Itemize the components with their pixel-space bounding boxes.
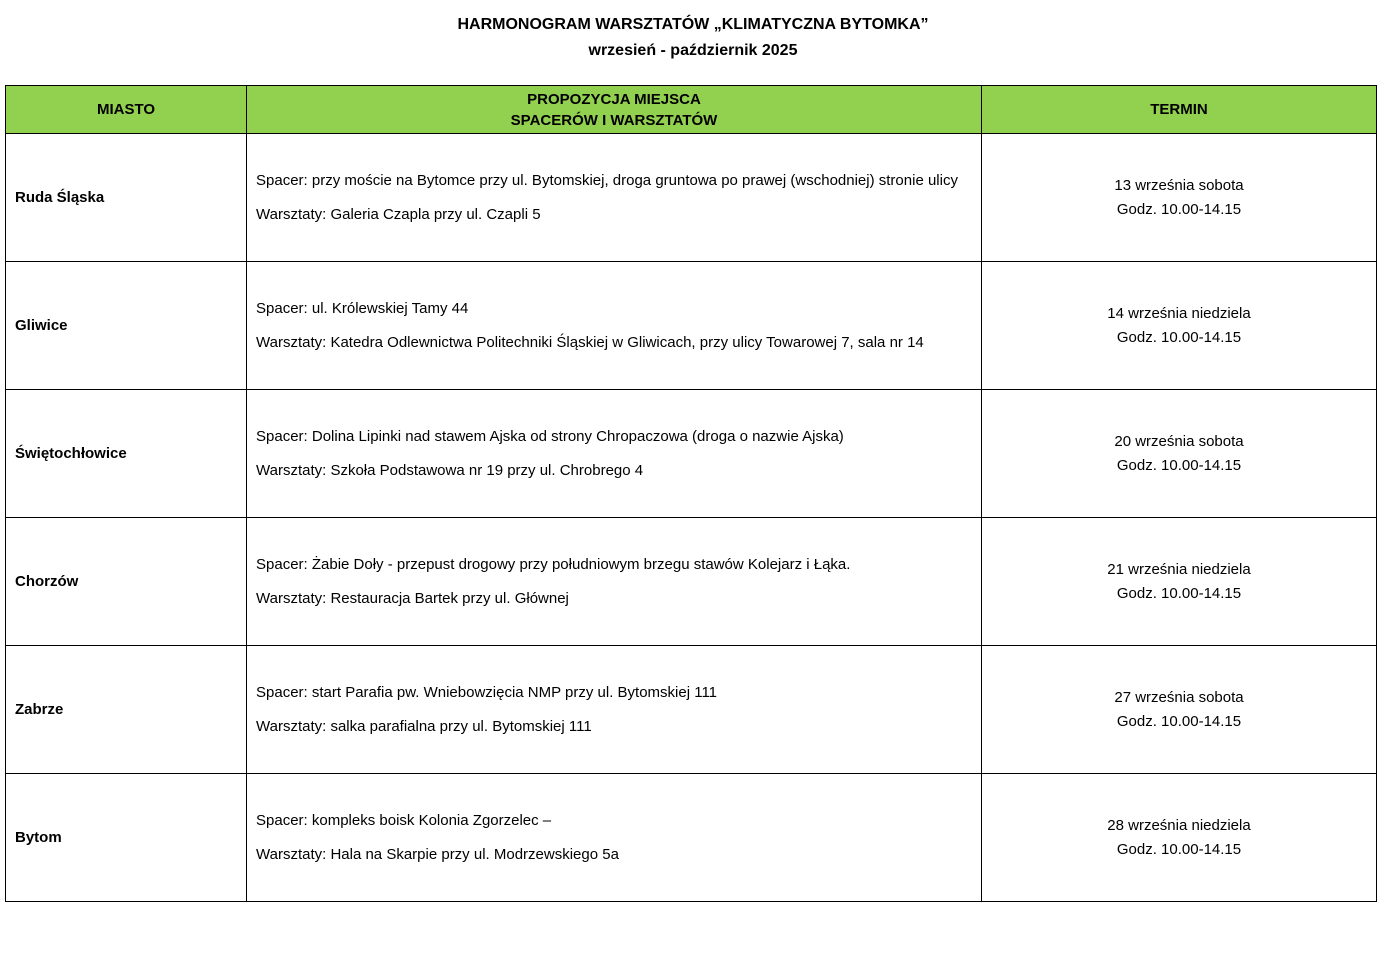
term-cell [982,390,1377,518]
hours-text: Godz. 10.00-14.15 [1116,840,1242,858]
header-city: MIASTO [6,86,247,134]
walk-text: Spacer: Żabie Doły - przepust drogowy przy południowym brzegu stawów Kolejarz i Łąka. [256,555,851,573]
workshop-text: Warsztaty: Galeria Czapla przy ul. Czapli 5 [256,205,541,223]
header-place-line1: PROPOZYCJA MIEJSCA [527,90,701,108]
place-cell [247,646,982,774]
schedule-table [5,85,1377,902]
walk-text: Spacer: kompleks boisk Kolonia Zgorzelec – [256,811,552,829]
city-cell: Bytom [6,774,247,902]
city-cell: Gliwice [6,262,247,390]
city-cell: Chorzów [6,518,247,646]
hours-text: Godz. 10.00-14.15 [1116,200,1242,218]
date-text: 13 września sobota [1114,176,1244,194]
table-row [6,518,1377,646]
place-cell [247,390,982,518]
date-text: 20 września sobota [1114,432,1244,450]
term-cell [982,518,1377,646]
term-cell [982,646,1377,774]
workshop-text: Warsztaty: Restauracja Bartek przy ul. Głównej [256,589,569,607]
table-row [6,774,1377,902]
table-row [6,262,1377,390]
table-row [6,134,1377,262]
date-text: 14 września niedziela [1107,304,1251,322]
walk-text: Spacer: przy moście na Bytomce przy ul. Bytomskiej, droga gruntowa po prawej (wschodniej) stronie ulicy [256,171,958,189]
term-cell [982,262,1377,390]
hours-text: Godz. 10.00-14.15 [1116,456,1242,474]
walk-text: Spacer: ul. Królewskiej Tamy 44 [256,299,469,317]
date-text: 28 września niedziela [1107,816,1251,834]
document-subtitle: wrzesień - październik 2025 [588,42,798,59]
header-place-line2: SPACERÓW I WARSZTATÓW [510,111,718,129]
workshop-text: Warsztaty: Katedra Odlewnictwa Politechniki Śląskiej w Gliwicach, przy ulicy Towarowej 7, sala nr 14 [256,333,924,351]
table-row [6,390,1377,518]
table-row [6,646,1377,774]
workshop-text: Warsztaty: Szkoła Podstawowa nr 19 przy ul. Chrobrego 4 [256,461,644,479]
hours-text: Godz. 10.00-14.15 [1116,584,1242,602]
header-row [6,86,1377,134]
term-cell [982,134,1377,262]
workshop-text: Warsztaty: salka parafialna przy ul. Bytomskiej 111 [256,717,592,735]
place-cell [247,134,982,262]
term-cell [982,774,1377,902]
hours-text: Godz. 10.00-14.15 [1116,328,1242,346]
hours-text: Godz. 10.00-14.15 [1116,712,1242,730]
workshop-text: Warsztaty: Hala na Skarpie przy ul. Modrzewskiego 5a [256,845,619,863]
city-cell: Ruda Śląska [6,134,247,262]
header-place [247,86,982,134]
walk-text: Spacer: Dolina Lipinki nad stawem Ajska od strony Chropaczowa (droga o nazwie Ajska) [256,427,844,445]
place-cell [247,774,982,902]
document-header [0,12,1384,64]
date-text: 21 września niedziela [1107,560,1251,578]
header-term: TERMIN [982,86,1377,134]
walk-text: Spacer: start Parafia pw. Wniebowzięcia NMP przy ul. Bytomskiej 111 [256,683,718,701]
date-text: 27 września sobota [1114,688,1244,706]
place-cell [247,262,982,390]
city-cell: Świętochłowice [6,390,247,518]
place-cell [247,518,982,646]
document-title: HARMONOGRAM WARSZTATÓW „KLIMATYCZNA BYTOMKA” [457,16,929,33]
city-cell: Zabrze [6,646,247,774]
